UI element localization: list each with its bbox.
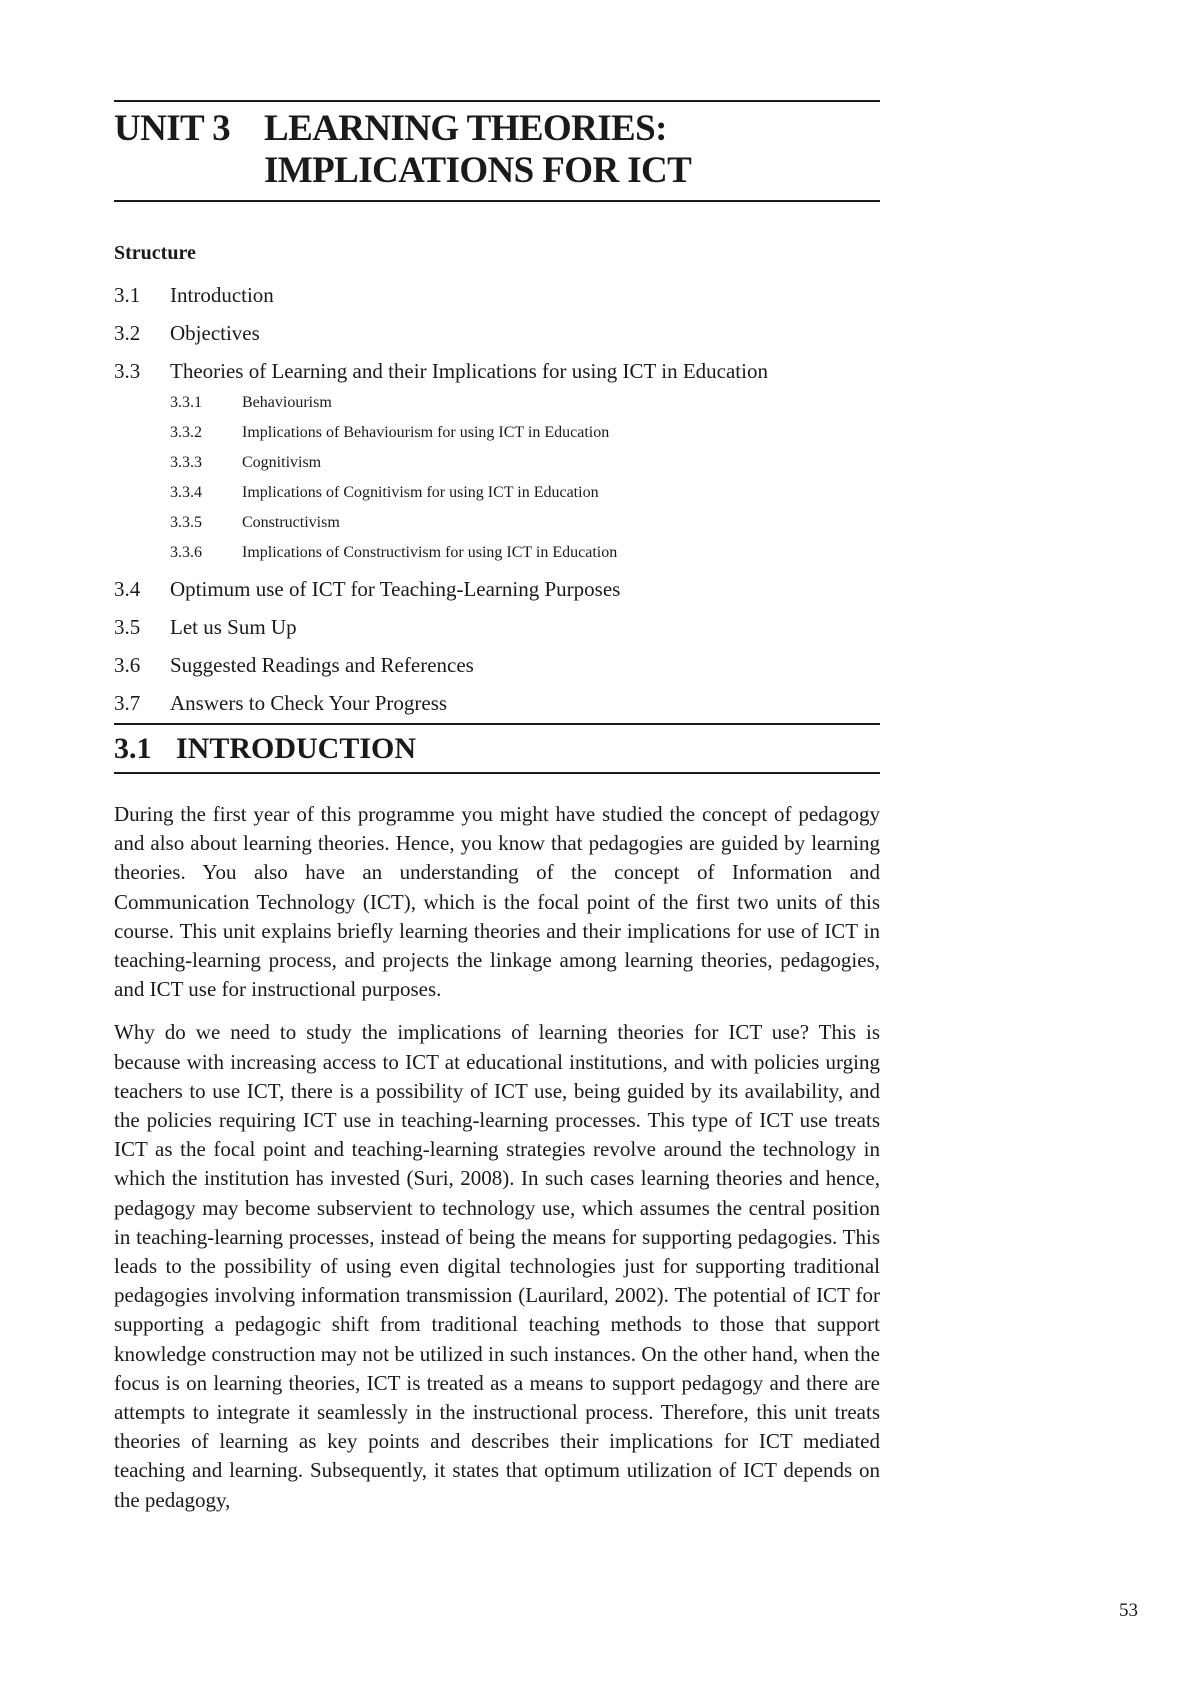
toc-subitem-label: Cognitivism	[242, 454, 322, 471]
toc-item	[114, 283, 880, 321]
toc-item-label: Theories of Learning and their Implications for using ICT in Education	[170, 359, 768, 383]
section-heading	[114, 725, 880, 772]
toc-item-number: 3.7	[114, 691, 141, 715]
table-of-contents	[114, 283, 880, 723]
toc-subitem-number: 3.3.6	[170, 544, 202, 561]
toc-item-number: 3.2	[114, 321, 141, 345]
toc-item-label: Objectives	[170, 321, 260, 345]
toc-subitem-label: Constructivism	[242, 514, 340, 531]
body-paragraph: Why do we need to study the implications of learning theories for ICT use? This is because with increasing access to ICT at educational institutions, and with policies urging teachers to use ICT, there is a possibility of ICT use, being guided by its availability, and the policies requiring ICT use in teaching-learning processes. This type of ICT use treats ICT as the focal point and teaching-learning strategies revolve around the technology in which the institution has invested (Suri, 2008). In such cases learning theories and hence, pedagogy may become subservient to technology use, which assumes the central position in teaching-learning processes, instead of being the means for supporting pedagogies. This leads to the possibility of using even digital technologies just for supporting traditional pedagogies involving information transmission (Laurilard, 2002). The potential of ICT for supporting a pedagogic shift from traditional teaching methods to those that support knowledge construction may not be utilized in such instances. On the other hand, when the focus is on learning theories, ICT is treated as a means to support pedagogy and there are attempts to integrate it seamlessly in the instructional process. Therefore, this unit treats theories of learning as key points and describes their implications for ICT mediated teaching and learning. Subsequently, it states that optimum utilization of ICT depends on the pedagogy,	[114, 1020, 880, 1512]
toc-subitem	[114, 543, 880, 577]
toc-item-label: Introduction	[170, 283, 274, 307]
toc-item	[114, 615, 880, 653]
section-bottom-rule	[114, 772, 880, 774]
toc-subitem-label: Behaviourism	[242, 394, 332, 411]
toc-item-number: 3.6	[114, 653, 141, 677]
toc-subitem-label: Implications of Constructivism for using ICT in Education	[242, 544, 618, 561]
unit-number: UNIT 3	[114, 108, 230, 149]
body-paragraph: During the first year of this programme you might have studied the concept of pedagogy and also about learning theories. Hence, you know that pedagogies are guided by learning theories. You also have an understanding of the concept of Information and Communication Technology (ICT), which is the focal point of the first two units of this course. This unit explains briefly learning theories and their implications for use of ICT in teaching-learning process, and projects the linkage among learning theories, pedagogies, and ICT use for instructional purposes.	[114, 802, 880, 1002]
toc-item	[114, 577, 880, 615]
toc-item-number: 3.3	[114, 359, 141, 383]
toc-subitem-number: 3.3.2	[170, 424, 202, 441]
toc-subitem	[114, 483, 880, 513]
toc-subitem	[114, 423, 880, 453]
toc-subitem-label: Implications of Behaviourism for using ICT in Education	[242, 424, 610, 441]
toc-item	[114, 359, 880, 393]
toc-item-label: Let us Sum Up	[170, 615, 297, 639]
unit-title	[114, 102, 880, 200]
toc-item-number: 3.4	[114, 577, 141, 601]
toc-item-number: 3.5	[114, 615, 141, 639]
toc-item	[114, 691, 880, 723]
toc-subitem-label: Implications of Cognitivism for using ICT in Education	[242, 484, 599, 501]
toc-subitem-number: 3.3.1	[170, 394, 202, 411]
document-page	[114, 100, 880, 1515]
title-bottom-rule	[114, 200, 880, 202]
toc-subitem-number: 3.3.5	[170, 514, 202, 531]
toc-subitem-number: 3.3.4	[170, 484, 202, 501]
toc-item-label: Answers to Check Your Progress	[170, 691, 448, 715]
toc-item-number: 3.1	[114, 283, 141, 307]
section-title: INTRODUCTION	[176, 732, 417, 765]
structure-heading: Structure	[114, 242, 196, 264]
unit-title-line-1: LEARNING THEORIES:	[264, 108, 667, 149]
unit-title-text	[264, 108, 691, 192]
toc-item-label: Optimum use of ICT for Teaching-Learning Purposes	[170, 577, 621, 601]
toc-item	[114, 653, 880, 691]
toc-subitem	[114, 393, 880, 423]
toc-item-label: Suggested Readings and References	[170, 653, 474, 677]
toc-item	[114, 321, 880, 359]
unit-title-line-2: IMPLICATIONS FOR ICT	[264, 150, 692, 191]
toc-subitem	[114, 513, 880, 543]
toc-subitem-number: 3.3.3	[170, 454, 202, 471]
section-number: 3.1	[114, 732, 152, 765]
toc-subitem	[114, 453, 880, 483]
page-number: 53	[1119, 1600, 1138, 1621]
